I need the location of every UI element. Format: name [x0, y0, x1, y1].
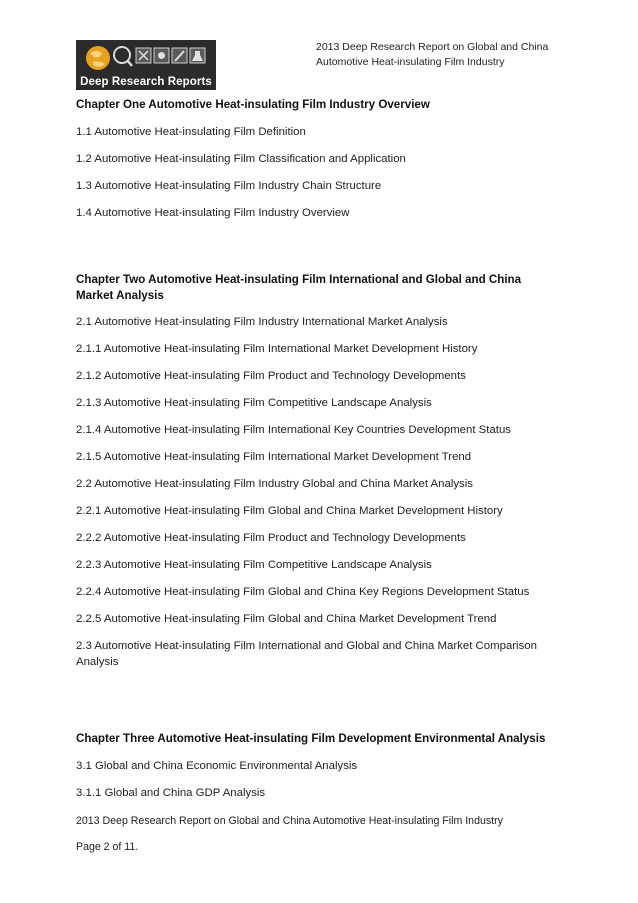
footer-report-title: 2013 Deep Research Report on Global and China Automotive Heat-insulating Film Industry: [76, 815, 503, 827]
logo: [76, 40, 216, 90]
page-number: Page 2 of 11.: [76, 841, 139, 853]
toc-item: 2.1.2 Automotive Heat-insulating Film Product and Technology Developments: [76, 370, 466, 382]
toc-item: 2.1 Automotive Heat-insulating Film Industry International Market Analysis: [76, 316, 448, 328]
report-title-header: [316, 40, 616, 70]
toc-item: 2.1.1 Automotive Heat-insulating Film International Market Development History: [76, 343, 478, 355]
toc-item: 2.1.5 Automotive Heat-insulating Film International Market Development Trend: [76, 451, 472, 463]
toc-item: 3.1.1 Global and China GDP Analysis: [76, 787, 266, 799]
toc-item-line-2: Analysis: [76, 656, 119, 668]
toc-item: 1.2 Automotive Heat-insulating Film Classification and Application: [76, 153, 406, 165]
chapter-heading: Chapter Three Automotive Heat-insulating Film Development Environmental Analysis: [76, 732, 546, 745]
chapter-heading: Chapter One Automotive Heat-insulating Film Industry Overview: [76, 98, 430, 111]
toc-item: 2.1.4 Automotive Heat-insulating Film International Key Countries Development Status: [76, 424, 511, 436]
chapter-heading: [76, 272, 562, 304]
toc-item: 2.2.1 Automotive Heat-insulating Film Global and China Market Development History: [76, 505, 503, 517]
toc-item: 2.2 Automotive Heat-insulating Film Industry Global and China Market Analysis: [76, 478, 473, 490]
header-line-1: 2013 Deep Research Report on Global and China: [316, 41, 549, 53]
toc-item: 1.1 Automotive Heat-insulating Film Definition: [76, 126, 306, 138]
logo-icons: [82, 43, 212, 73]
toc-item: 1.3 Automotive Heat-insulating Film Industry Chain Structure: [76, 180, 382, 192]
toc-item: 3.1 Global and China Economic Environmental Analysis: [76, 760, 358, 772]
toc-item: 2.1.3 Automotive Heat-insulating Film Competitive Landscape Analysis: [76, 397, 432, 409]
toc-item: 2.2.2 Automotive Heat-insulating Film Product and Technology Developments: [76, 532, 466, 544]
toc-item: 2.2.3 Automotive Heat-insulating Film Competitive Landscape Analysis: [76, 559, 432, 571]
table-of-contents: [76, 95, 562, 801]
chapter-heading-line-2: Market Analysis: [76, 289, 164, 302]
toc-item-line-1: 2.3 Automotive Heat-insulating Film International and Global and China Market Comparison: [76, 640, 537, 652]
header-line-2: Automotive Heat-insulating Film Industry: [316, 56, 505, 68]
logo-text: Deep Research Reports: [80, 76, 212, 88]
chapter-heading-line-1: Chapter Two Automotive Heat-insulating Film International and Global and China: [76, 273, 522, 286]
toc-item: 2.2.4 Automotive Heat-insulating Film Global and China Key Regions Development Status: [76, 586, 530, 598]
toc-item: 1.4 Automotive Heat-insulating Film Industry Overview: [76, 207, 350, 219]
toc-item: 2.2.5 Automotive Heat-insulating Film Global and China Market Development Trend: [76, 613, 497, 625]
toc-item-multiline: [76, 638, 562, 670]
